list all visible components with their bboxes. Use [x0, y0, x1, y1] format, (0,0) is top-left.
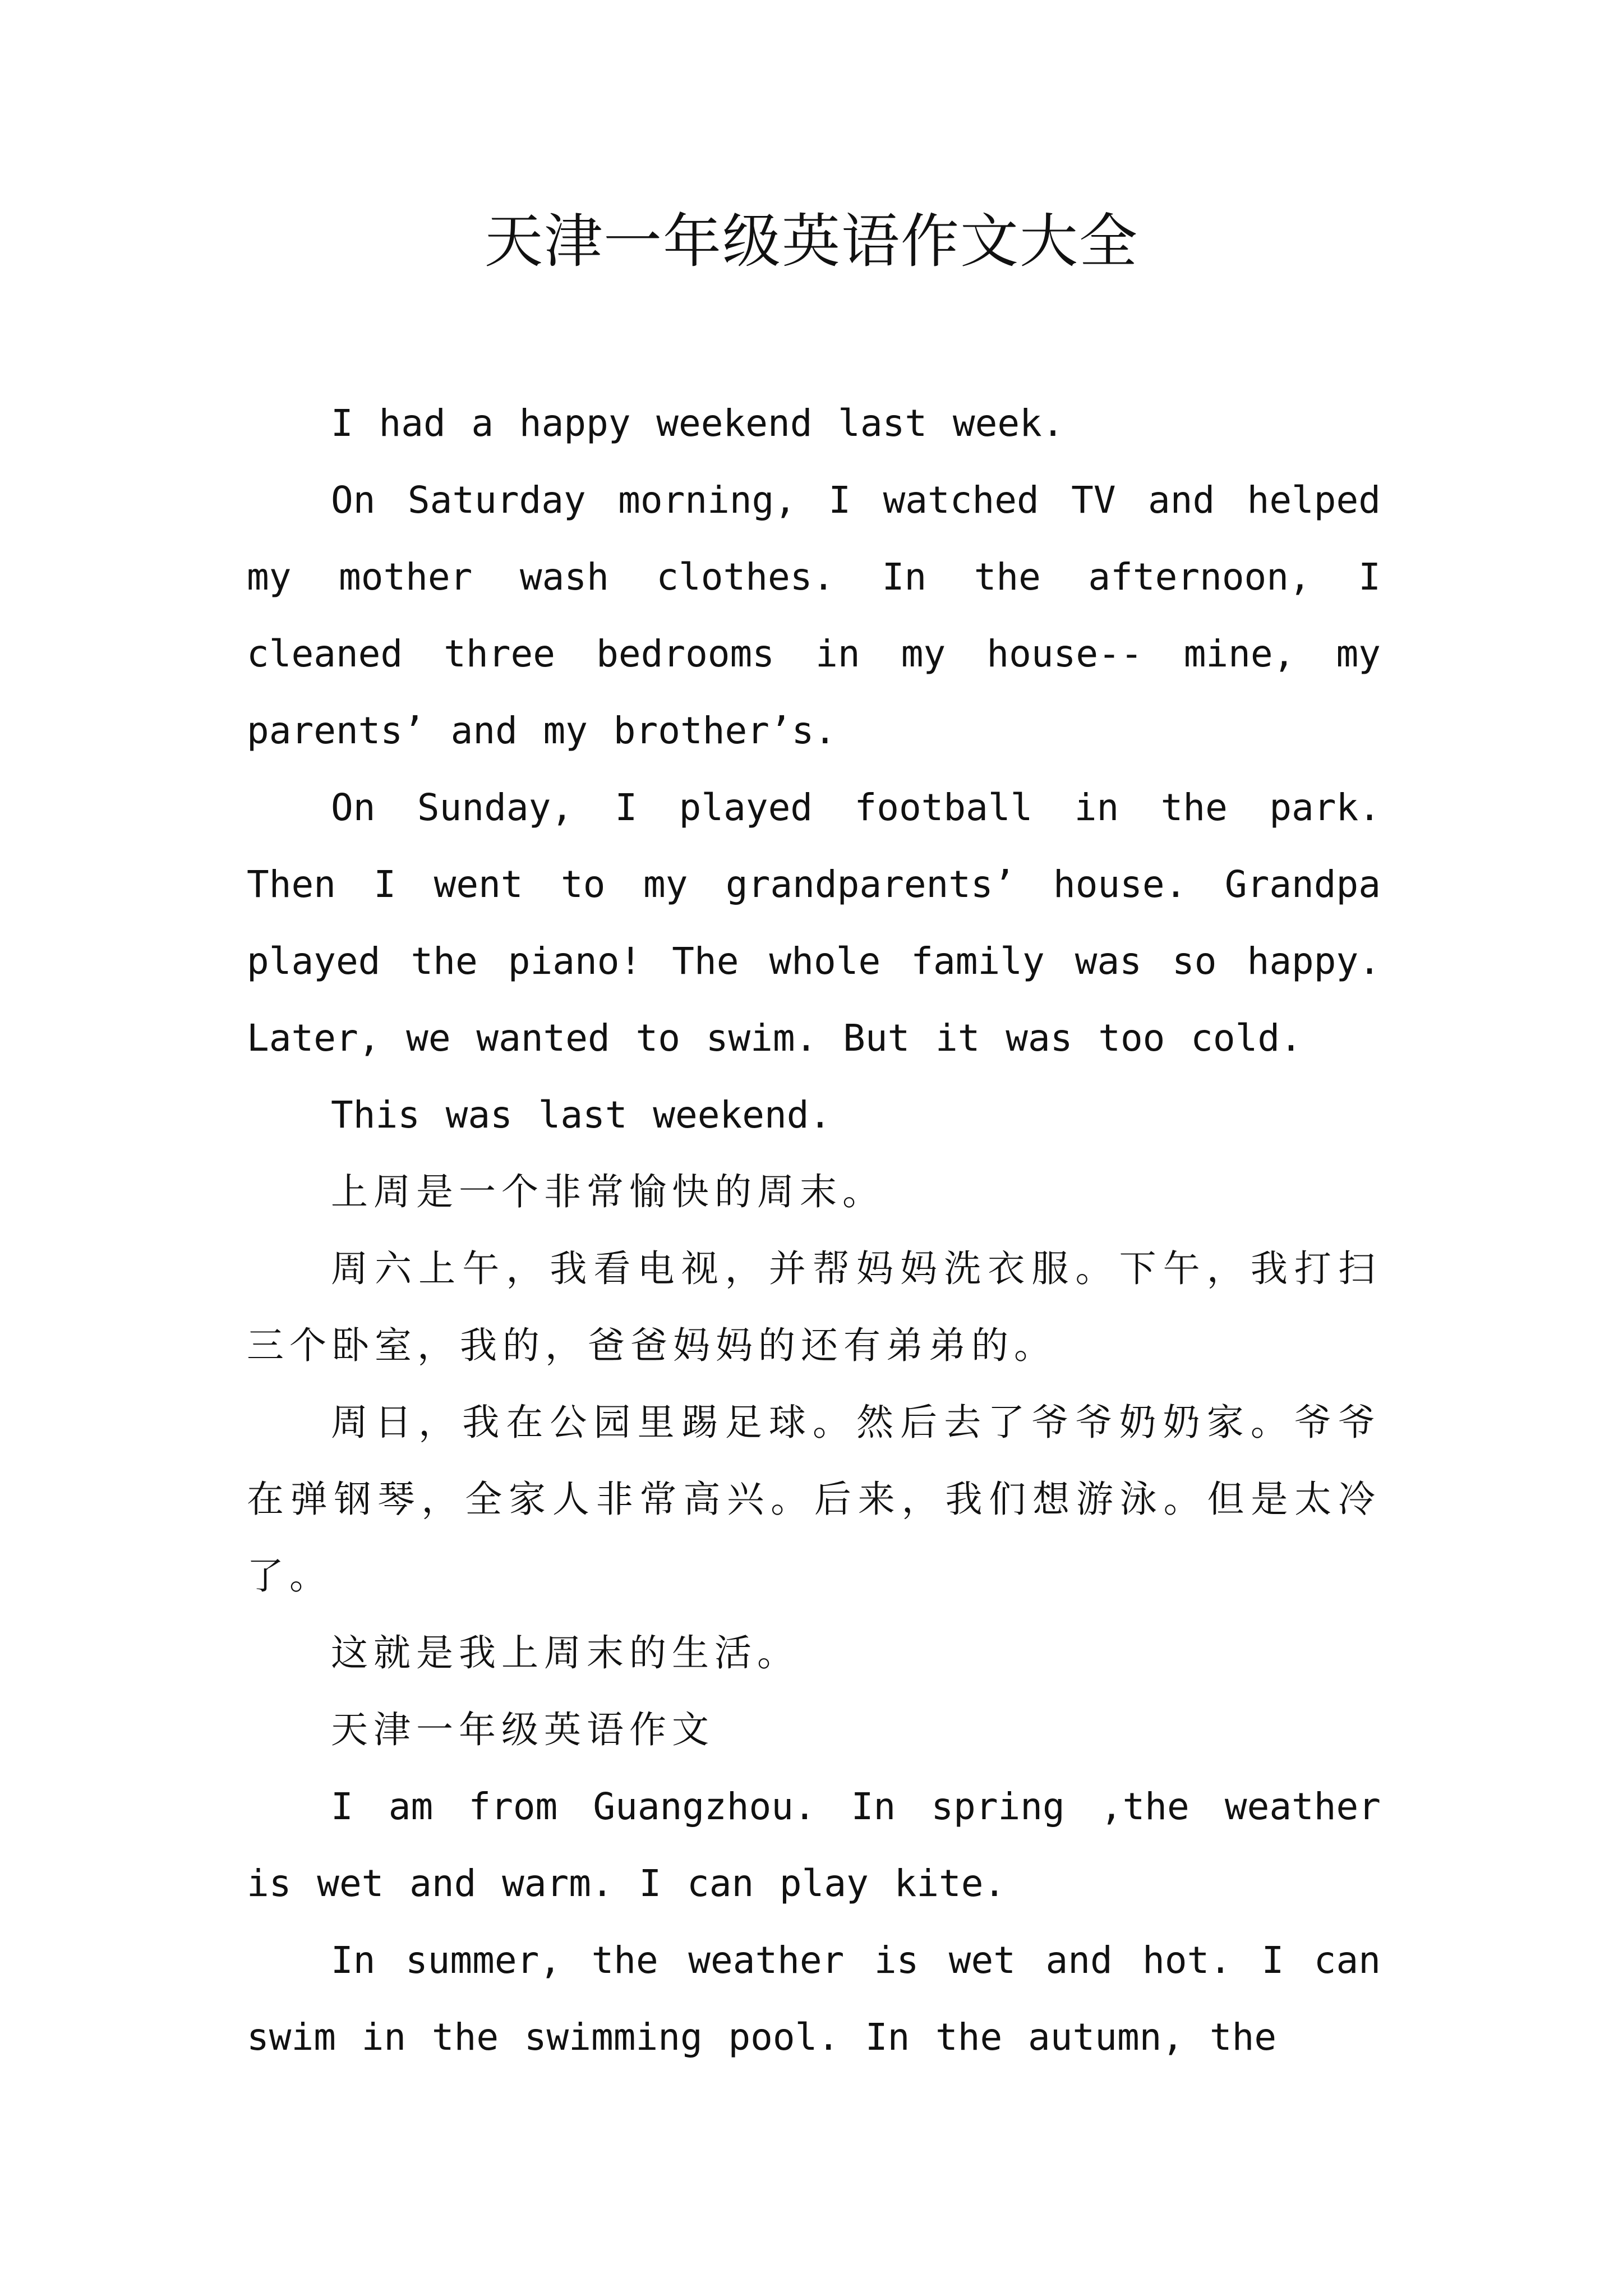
paragraph-guangzhou-summer: In summer, the weather is wet and hot. I can swim in the swimming pool. In the autumn, the [247, 1939, 1381, 2059]
document-title: 天津一年级英语作文大全 [484, 207, 1138, 275]
section-heading: 天津一年级英语作文 [331, 1708, 714, 1751]
paragraph-cn-sunday: 周日，我在公园里踢足球。然后去了爷爷奶奶家。爷爷在弹钢琴，全家人非常高兴。后来，我们想游泳。但是太冷了。 [247, 1401, 1381, 1598]
document-body [247, 385, 1381, 2076]
paragraph-cn-closing: 这就是我上周末的生活。 [331, 1631, 800, 1674]
paragraph-weekend-intro: I had a happy weekend last week. [331, 402, 1064, 445]
paragraph-guangzhou-spring: I am from Guangzhou. In spring ,the weather is wet and warm. I can play kite. [247, 1785, 1381, 1905]
paragraph-sunday: On Sunday, I played football in the park. Then I went to my grandparents’ house. Grandpa played the piano! The whole family was so happy. Later, we wanted to swim. But it was too cold. [247, 786, 1381, 1060]
paragraph-cn-intro: 上周是一个非常愉快的周末。 [331, 1170, 885, 1213]
paragraph-weekend-closing: This was last weekend. [331, 1093, 832, 1137]
paragraph-saturday: On Saturday morning, I watched TV and helped my mother wash clothes. In the afternoon, I cleaned three bedrooms in my house-- mine, my parents’ and my brother’s. [247, 478, 1381, 752]
paragraph-cn-saturday: 周六上午，我看电视，并帮妈妈洗衣服。下午，我打扫三个卧室，我的，爸爸妈妈的还有弟弟的。 [247, 1247, 1381, 1367]
